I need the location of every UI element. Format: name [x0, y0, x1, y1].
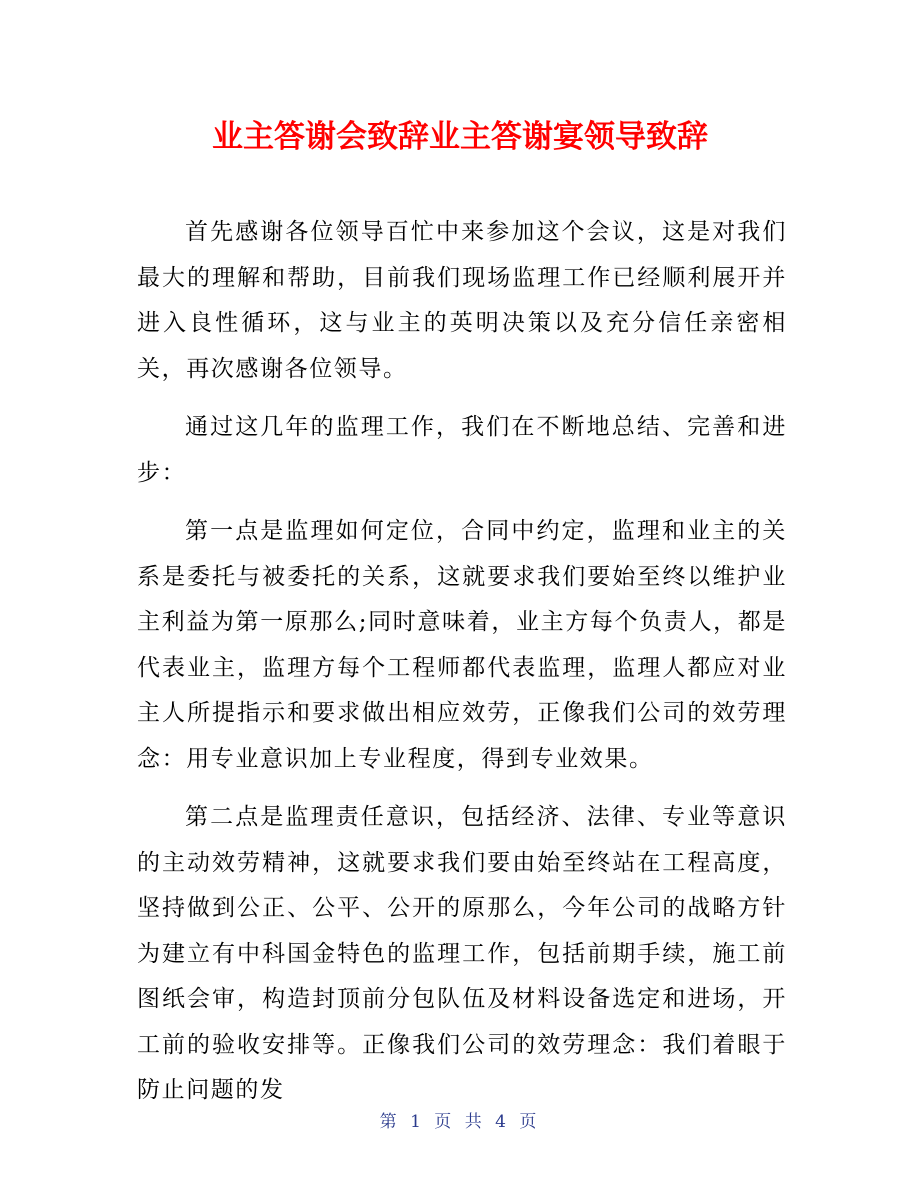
paragraph-3: 第一点是监理如何定位，合同中约定，监理和业主的关系是委托与被委托的关系，这就要求我们要始至终以维护业主利益为第一原那么;同时意味着，业主方每个负责人，都是代表业主，监理方每个工程师都代表监理，监理人都应对业主人所提指示和要求做出相应效劳，正像我们公司的效劳理念：用专业意识加上专业程度，得到专业效果。 — [137, 518, 787, 772]
paragraph-4: 第二点是监理责任意识，包括经济、法律、专业等意识的主动效劳精神，这就要求我们要由始至终站在工程高度，坚持做到公正、公平、公开的原那么，今年公司的战略方针为建立有中科国金特色的监理工作，包括前期手续，施工前图纸会审，构造封顶前分包队伍及材料设备选定和进场，开工前的验收安排等。正像我们公司的效劳理念：我们着眼于防止问题的发 — [137, 804, 787, 1103]
paragraph-1: 首先感谢各位领导百忙中来参加这个会议，这是对我们最大的理解和帮助，目前我们现场监理工作已经顺利展开并进入良性循环，这与业主的英明决策以及充分信任亲密相关，再次感谢各位领导。 — [137, 219, 787, 382]
page-number-footer: 第 1 页 共 4 页 — [379, 1112, 541, 1132]
document-title: 业主答谢会致辞业主答谢宴领导致辞 — [212, 119, 708, 155]
document-body — [137, 210, 787, 1127]
paragraph-2: 通过这几年的监理工作，我们在不断地总结、完善和进步： — [137, 414, 787, 486]
